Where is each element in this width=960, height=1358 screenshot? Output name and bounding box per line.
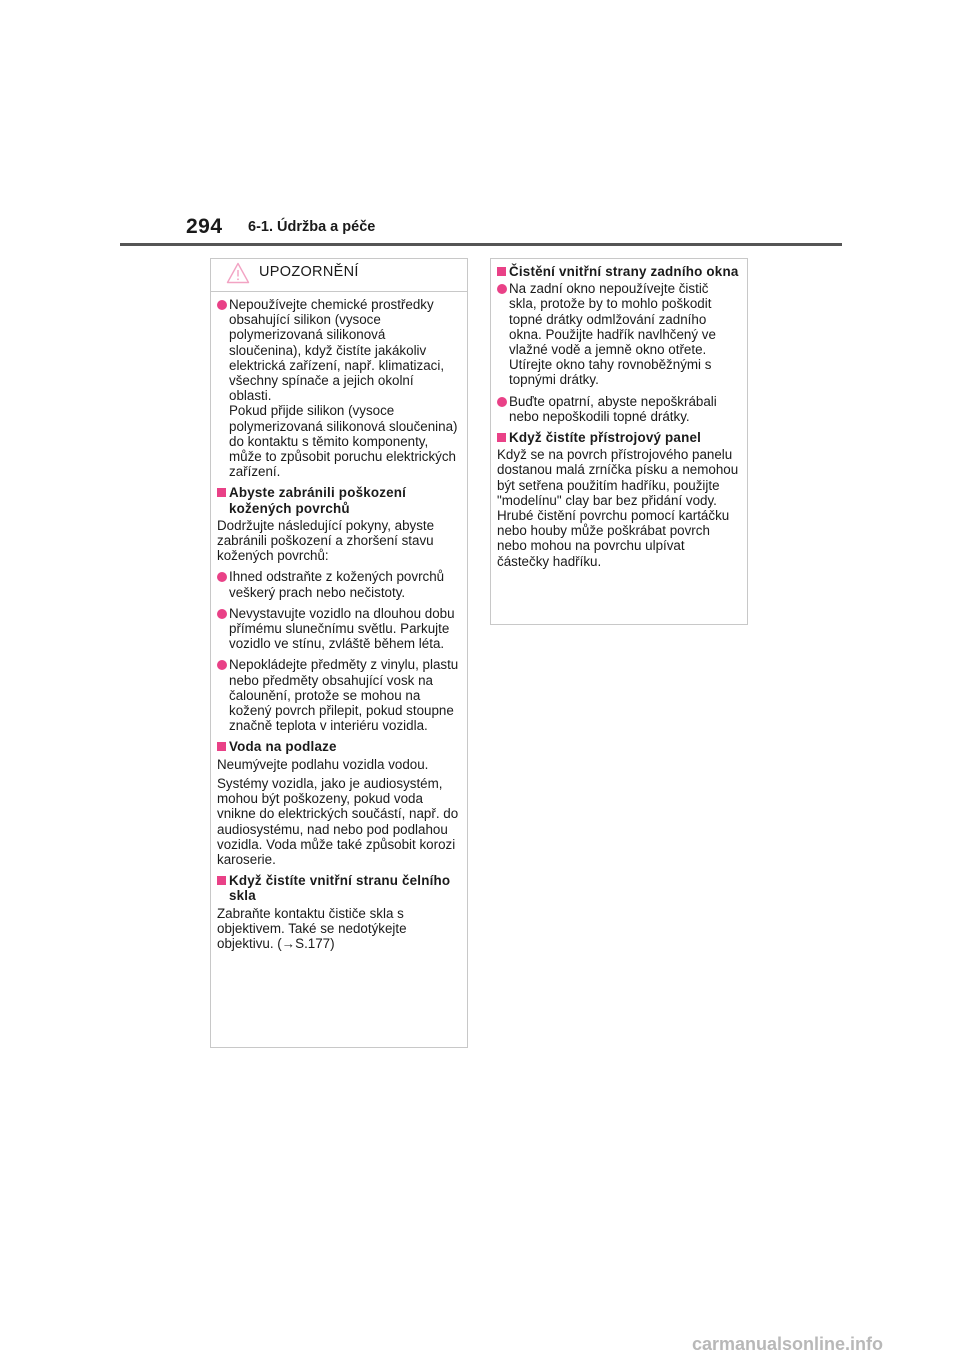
- list-item-text: Ihned odstraňte z kožených povrchů veškerý prach nebo nečistoty.: [229, 569, 445, 600]
- warning-box-right: [490, 258, 748, 625]
- section-heading-text: Čistění vnitřní strany zadního okna: [509, 264, 739, 279]
- list-item: [217, 657, 459, 733]
- paragraph: Systémy vozidla, jako je audiosystém, mohou být poškozeny, pokud voda vnikne do elektrických součástí, např. do audiosystému, nad nebo pod podlahou vozidla. Voda může také způsobit korozi karoserie.: [217, 775, 459, 867]
- section-heading: [217, 873, 459, 903]
- list-item-text: Nevystavujte vozidlo na dlouhou dobu přímému slunečnímu světlu. Parkujte vozidlo ve stínu, zvláště během léta.: [229, 605, 455, 652]
- section-heading: [217, 739, 459, 754]
- list-item: [217, 606, 459, 652]
- bullet-dot-icon: [497, 284, 507, 294]
- warning-triangle-icon: [226, 262, 250, 284]
- paragraph: Zabraňte kontaktu čističe skla s objektivem. Také se nedotýkejte objektivu. (→S.177): [217, 905, 407, 951]
- list-item: [497, 394, 739, 424]
- section-heading-text: Když čistíte vnitřní stranu čelního skla: [229, 873, 451, 904]
- bullet-dot-icon: [217, 609, 227, 619]
- list-item-text: Na zadní okno nepoužívejte čistič skla, protože by to mohlo poškodit topné drátky odmlžování zadního okna. Použijte hadřík navlhčený ve vlažné vodě a jemně okno otřete. Utírejte okno tahy rovnoběžnými s topnými drátky.: [509, 281, 716, 388]
- list-item-text-continued: Pokud přijde silikon (vysoce polymerizovaná silikonová sloučenina) do kontaktu s těmito komponenty, může to způsobit poruchu elektrických zařízení.: [229, 403, 458, 480]
- list-item: [217, 569, 459, 599]
- header-rule: [120, 243, 842, 246]
- bullet-dot-icon: [217, 300, 227, 310]
- section-heading-text: Když čistíte přístrojový panel: [509, 430, 702, 446]
- page-number: 294: [186, 215, 223, 238]
- bullet-dot-icon: [497, 397, 507, 407]
- section-heading-text: Abyste zabránili poškození kožených povrchů: [229, 485, 407, 516]
- square-bullet-icon: [217, 742, 226, 751]
- section-heading: [217, 485, 459, 515]
- warning-box-left: [210, 258, 468, 1048]
- warning-body: [211, 292, 467, 951]
- section-title: 6-1. Údržba a péče: [248, 219, 376, 235]
- square-bullet-icon: [497, 267, 506, 276]
- bullet-dot-icon: [217, 572, 227, 582]
- paragraph: Dodržujte následující pokyny, abyste zabránili poškození a zhoršení stavu kožených povrchů:: [217, 517, 435, 564]
- warning-header: [211, 259, 467, 292]
- list-item-text: Buďte opatrní, abyste nepoškrábali nebo nepoškodili topné drátky.: [509, 393, 717, 424]
- bullet-dot-icon: [217, 660, 227, 670]
- paragraph: Neumývejte podlahu vozidla vodou.: [217, 756, 429, 772]
- warning-title: UPOZORNĚNÍ: [259, 264, 359, 280]
- square-bullet-icon: [217, 488, 226, 497]
- watermark: carmanualsonline.info: [692, 1334, 884, 1354]
- list-item: [217, 297, 459, 479]
- list-item-text: Nepokládejte předměty z vinylu, plastu nebo předměty obsahující vosk na čalounění, protože se mohou na kožený povrch přilepit, pokud stoupne značně teplota v interiéru vozidla.: [229, 657, 459, 734]
- square-bullet-icon: [217, 876, 226, 885]
- section-heading: [497, 264, 739, 279]
- square-bullet-icon: [497, 433, 506, 442]
- paragraph: Když se na povrch přístrojového panelu dostanou malá zrníčka písku a nemohou být setřena použitím hadříku, použijte "modelínu" clay bar bez přidání vody. Hrubé čistění povrchu pomocí kartáčku nebo houby může poškrábat povrch nebo mohou na povrchu ulpívat částečky hadříku.: [497, 447, 739, 569]
- list-item: [497, 281, 739, 387]
- section-heading-text: Voda na podlaze: [229, 739, 337, 755]
- list-item-text: Nepoužívejte chemické prostředky obsahující silikon (vysoce polymerizovaná silikonová sloučenina), když čistíte jakákoliv elektrická zařízení, např. klimatizaci, všechny spínače a jejich okolní oblasti.: [229, 297, 445, 404]
- section-heading: [497, 430, 739, 445]
